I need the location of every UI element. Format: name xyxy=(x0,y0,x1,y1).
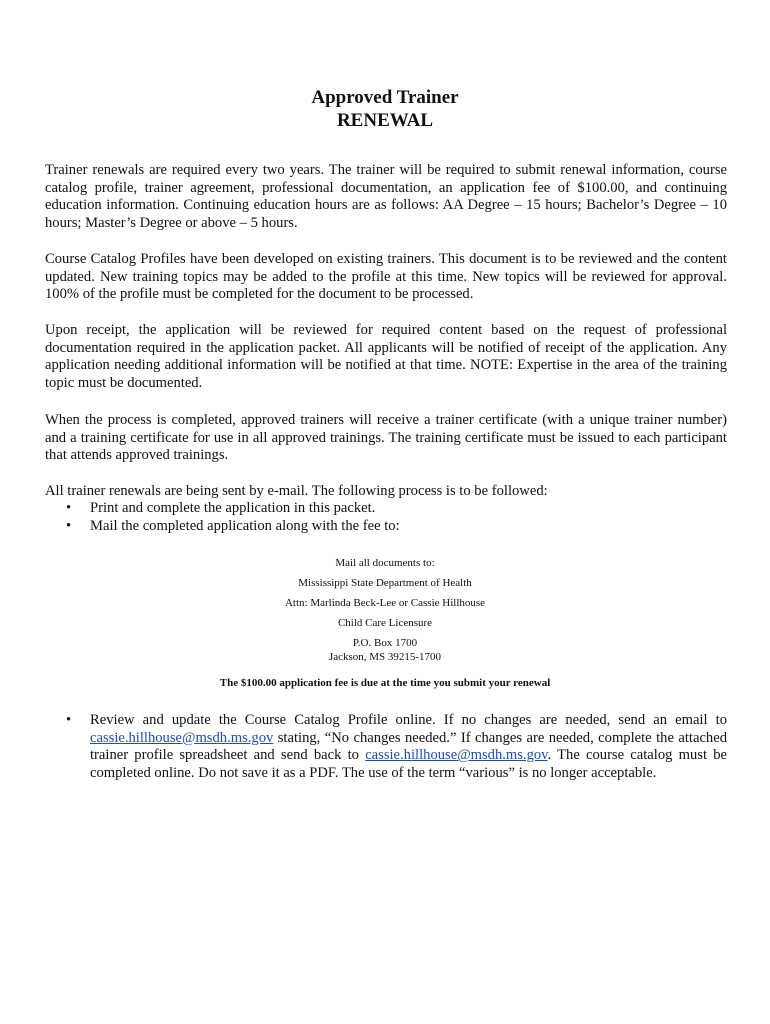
step-mail-application: Mail the completed application along with the fee to: xyxy=(90,517,400,534)
bullet-icon: • xyxy=(66,517,72,534)
paragraph-renewal-process-intro: All trainer renewals are being sent by e-mail. The following process is to be followed: xyxy=(45,483,548,499)
title-line-1: Approved Trainer xyxy=(311,87,459,108)
mail-agency: Mississippi State Department of Health xyxy=(298,577,472,589)
mailing-address-block xyxy=(0,556,770,664)
mail-po-box: P.O. Box 1700 xyxy=(352,637,418,649)
title-line-2: RENEWAL xyxy=(336,110,434,131)
mail-attn: Attn: Marlinda Beck-Lee or Cassie Hillhouse xyxy=(284,597,486,609)
paragraph-renewal-requirements: Trainer renewals are required every two years. The trainer will be required to submit renewal information, course catalog profile, trainer agreement, professional documentation, an application fee of $100.00, and continuing education information. Continuing education hours are as follows: AA Degree – 15 hours; Bachelor’s Degree – 10 hours; Master’s Degree or above – 5 hours. xyxy=(45,162,727,231)
list-item xyxy=(45,518,727,536)
review-step-text-3: . The course catalog must be completed online. Do not save it as a PDF. The use of the term “various” is no longer acceptable. xyxy=(90,747,727,781)
paragraph-upon-receipt: Upon receipt, the application will be reviewed for required content based on the request of professional documentation required in the application packet. All applicants will be notified of receipt of the application. Any application needing additional information will be notified at that time. NOTE: Expertise in the area of the training topic must be documented. xyxy=(45,322,727,391)
list-item xyxy=(45,712,727,782)
bullet-icon: • xyxy=(66,500,72,516)
renewal-steps-list xyxy=(45,500,727,535)
email-link-cassie-hillhouse[interactable]: cassie.hillhouse@msdh.ms.gov xyxy=(90,729,274,746)
paragraph-process-completed: When the process is completed, approved trainers will receive a trainer certificate (with a unique trainer number) and a training certificate for use in all approved trainings. The training certificate must be issued to each participant that attends approved trainings. xyxy=(45,412,727,464)
mail-heading: Mail all documents to: xyxy=(335,557,435,569)
step-print-application: Print and complete the application in this packet. xyxy=(90,500,376,516)
document-title xyxy=(0,86,770,132)
email-link-cassie-hillhouse-2[interactable]: cassie.hillhouse@msdh.ms.gov xyxy=(365,747,548,764)
list-item xyxy=(45,500,727,518)
review-steps-list xyxy=(45,712,727,782)
mail-city: Jackson, MS 39215-1700 xyxy=(328,651,442,663)
fee-due-note: The $100.00 application fee is due at the time you submit your renewal xyxy=(219,677,551,689)
review-step-text-1: Review and update the Course Catalog Profile online. If no changes are needed, send an email to xyxy=(90,712,727,728)
bullet-icon: • xyxy=(66,712,72,728)
review-step-text-2: stating, “No changes needed.” If changes are needed, complete the attached trainer profile spreadsheet and send back to xyxy=(90,729,727,764)
mail-division: Child Care Licensure xyxy=(337,617,433,629)
paragraph-course-catalog-profiles: Course Catalog Profiles have been developed on existing trainers. This document is to be reviewed and the content updated. New training topics may be added to the profile at this time. New topics will be reviewed for approval. 100% of the profile must be completed for the document to be processed. xyxy=(45,251,727,303)
